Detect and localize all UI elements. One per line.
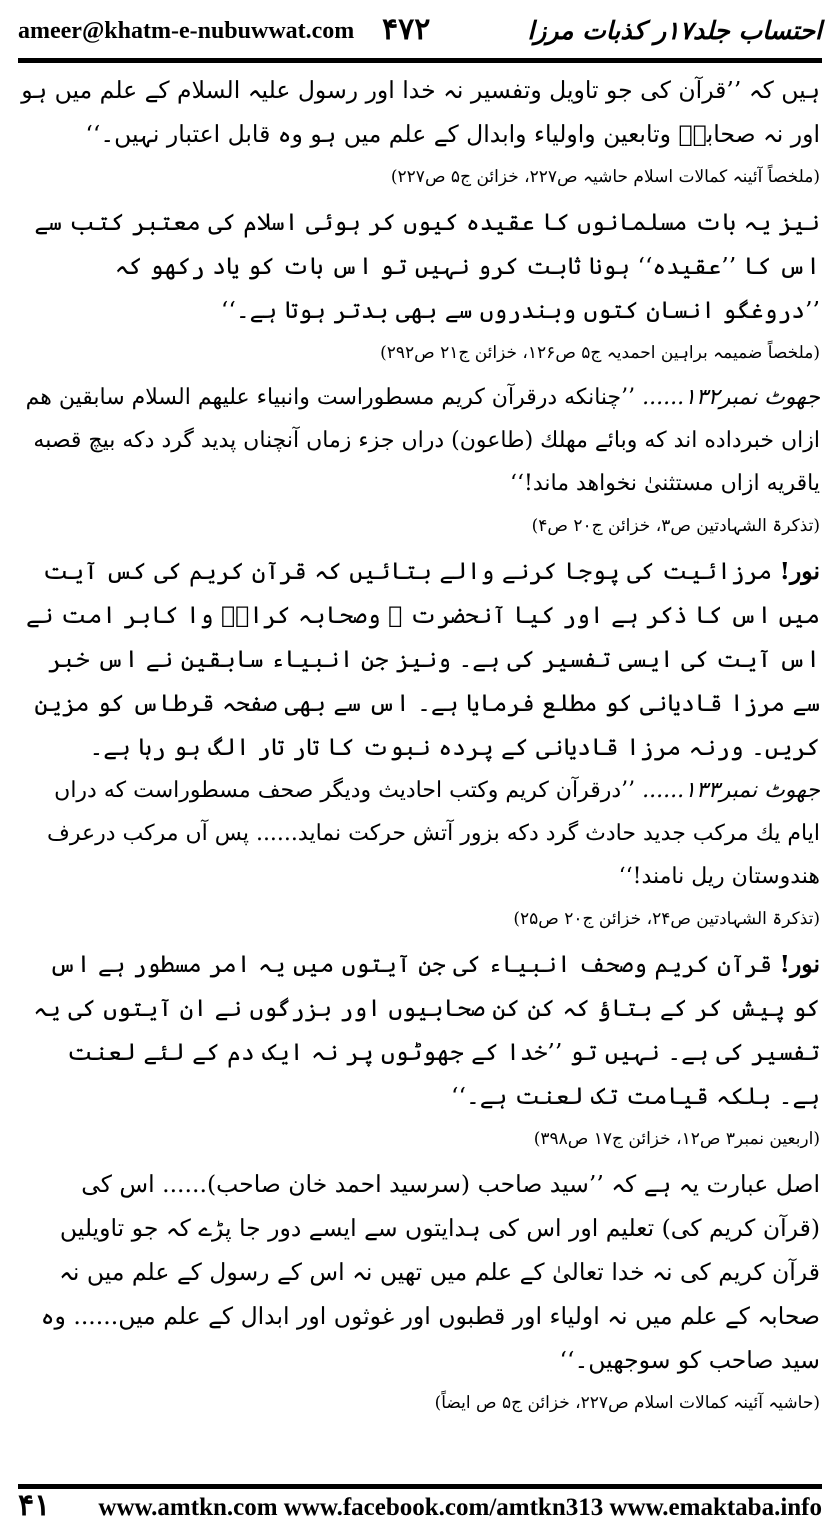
paragraph-1: ہیں کہ ’’قرآن کی جو تاویل وتفسیر نہ خدا اور رسول علیہ السلام کے علم میں ہو اور نہ صحابہؓ وتابعین واولیاء وابدال کے علم میں ہو وہ قابل اعتبار نہیں۔‘‘	[21, 76, 820, 148]
header-email: ameer@khatm-e-nubuwwat.com	[18, 18, 355, 44]
quote-text: ’’چنانکه درقرآن کریم مسطوراست وانبیاء علیهم السلام سابقین هم ازاں خبرداده اند که وبائے مهلك (طاعون) دراں جزء زماں آنچناں پدید گرد دکه بیچ قصبه یاقریه ازاں مستثنیٰ نخواهد ماند!‘‘	[25, 385, 820, 496]
lie-number-label: جھوٹ نمبر۱۳۲......	[642, 385, 820, 410]
paragraph-6	[20, 942, 820, 1118]
header-page-number: ۴۷۲	[382, 12, 431, 47]
footer-rule	[18, 1484, 822, 1489]
reference-6: (حاشیہ آئینہ کمالات اسلام ص۲۲۷، خزائن ج۵ ص ایضاً)	[434, 1393, 820, 1413]
reference-5: (اربعین نمبر۳ ص۱۲، خزائن ج۱۷ ص۳۹۸)	[533, 1129, 820, 1149]
reference-2: (ملخصاً ضمیمہ براہین احمدیہ ج۵ ص۱۲۶، خزائن ج۲۱ ص۲۹۲)	[380, 343, 820, 363]
header-rule	[18, 58, 822, 63]
paragraph-4	[20, 549, 820, 769]
paragraph-3	[20, 376, 820, 505]
paragraph-2: نیز یہ بات مسلمانوں کا عقیدہ کیوں کر ہوئی اسلام کی معتبر کتب سے اس کا ’’عقیدہ‘‘ ہونا ثابت کرو نہیں تو اس بات کو یاد رکھو کہ ’’دروغگو انسان کتوں وبندروں سے بھی بدتر ہوتا ہے۔‘‘	[34, 208, 820, 324]
paragraph-lead: نور!	[779, 950, 820, 978]
page-footer	[18, 1488, 822, 1532]
footer-page-number: ۴۱	[18, 1488, 51, 1523]
paragraph-lead: نور!	[779, 557, 820, 585]
page-content	[20, 68, 820, 1453]
paragraph-text: قرآن کریم وصحف انبیاء کی جن آیتوں میں یہ امر مسطور ہے اس کو پیش کر کے بتاؤ کہ کن کن صحابیوں اور بزرگوں نے ان آیتوں کی یہ تفسیر کی ہے۔ نہیں تو ’’خدا کے جھوٹوں پر نہ ایک دم کے لئے لعنت ہے۔ بلکہ قیامت تک لعنت ہے۔‘‘	[33, 950, 820, 1110]
reference-1: (ملخصاً آئینہ کمالات اسلام حاشیہ ص۲۲۷، خزائن ج۵ ص۲۲۷)	[390, 167, 820, 187]
header-title: احتساب جلد۱۷ر کذبات مرزا	[527, 16, 822, 45]
reference-4: (تذکرۃ الشہادتین ص۲۴، خزائن ج۲۰ ص۲۵)	[513, 909, 820, 929]
lie-number-label: جھوٹ نمبر۱۳۳......	[642, 778, 820, 803]
page-header	[18, 12, 822, 56]
paragraph-5	[20, 769, 820, 898]
footer-links: www.amtkn.com www.facebook.com/amtkn313 www.emaktaba.info	[98, 1494, 822, 1521]
paragraph-7: اصل عبارت یہ ہے کہ ’’سید صاحب (سرسید احمد خان صاحب)...... اس کی (قرآن کریم کی) تعلیم اور اس کی ہدایتوں سے ایسے دور جا پڑے کہ جو تاویلیں قرآن کریم کی نہ خدا تعالیٰ کے علم میں تھیں نہ اس کے رسول کے علم میں نہ صحابہ کے علم میں نہ اولیاء اور قطبوں اور غوثوں اور ابدال کے علم میں...... وہ سید صاحب کو سوجھیں۔‘‘	[40, 1170, 820, 1374]
paragraph-text: مرزائیت کی پوجا کرنے والے بتائیں کہ قرآن کریم کی کس آیت میں اس کا ذکر ہے اور کیا آنحضرت ﷺ وصحابہ کرامؓ وا کابر امت نے اس آیت کی ایسی تفسیر کی ہے۔ ونیز جن انبیاء سابقین نے اس خبر سے مرزا قادیانی کو مطلع فرمایا ہے۔ اس سے بھی صفحہ قرطاس کو مزین کریں۔ ورنہ مرزا قادیانی کے پردہ نبوت کا تار تار الگ ہو رہا ہے۔	[25, 557, 820, 761]
quote-text: ’’درقرآن کریم وکتب احادیث ودیگر صحف مسطوراست که دراں ایام یك مرکب جدید حادث گرد دکه بزور آتش حرکت نماید...... پس آں مرکب درعرف هندوستان ریل نامند!‘‘	[47, 778, 820, 889]
reference-3: (تذکرۃ الشہادتین ص۳، خزائن ج۲۰ ص۴)	[531, 516, 820, 536]
